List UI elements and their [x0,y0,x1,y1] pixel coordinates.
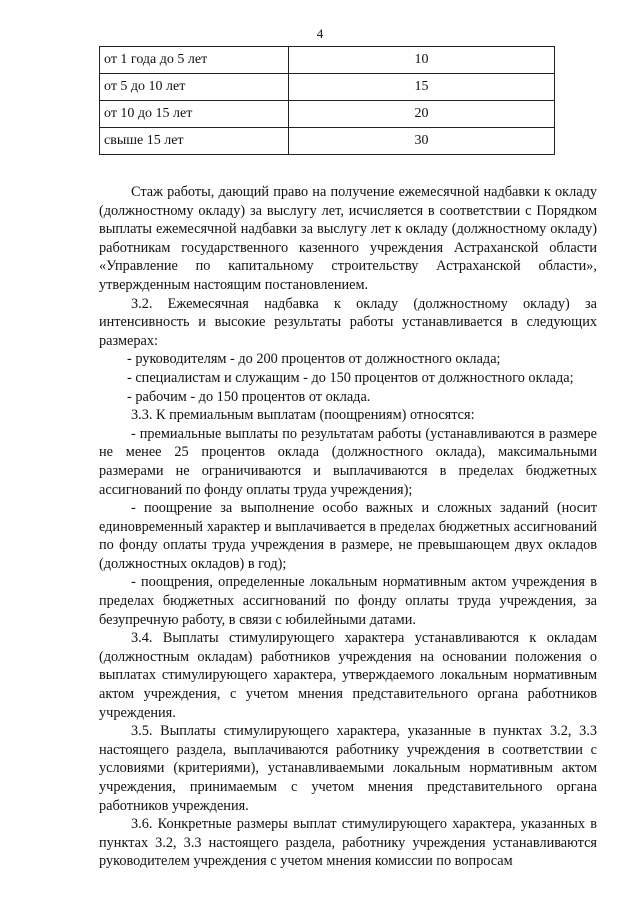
document-body [99,183,597,871]
rate-cell: 15 [289,74,555,101]
paragraph-3-3: 3.3. К премиальным выплатам (поощрениям) относятся: [131,407,475,424]
list-item: - поощрения, определенные локальным нормативным актом учреждения в пределах бюджетных ассигнований по фонду оплаты труда учреждения, за безупречную работу, в связи с юбилейными датами. [99,574,597,628]
list-item: - рабочим - до 150 процентов от оклада. [127,388,371,405]
list-item: - руководителям - до 200 процентов от должностного оклада; [127,351,501,368]
period-cell: от 5 до 10 лет [100,74,289,101]
table-row [100,74,555,101]
paragraph-3-4: 3.4. Выплаты стимулирующего характера устанавливаются к окладам (должностным окладам) работников учреждения на основании положения о выплатах стимулирующего характера, утверждаемого локальным нормативным актом учреждения, с учетом мнения представительного органа работников учреждения. [99,630,597,721]
paragraph-3-2: 3.2. Ежемесячная надбавка к окладу (должностному окладу) за интенсивность и высокие результаты работы устанавливается в следующих размерах: [99,295,597,349]
paragraph-3-5: 3.5. Выплаты стимулирующего характера, указанные в пунктах 3.2, 3.3 настоящего раздела, выплачиваются работнику учреждения в соответствии с условиями (критериями), устанавливаемыми локальным нормативным актом учреждения, принимаемым с учетом мнения представительного органа работников учреждения. [99,723,597,814]
list-item: - премиальные выплаты по результатам работы (устанавливаются в размере не менее 25 процентов оклада (должностного оклада), максимальными размерами не ограничиваются и выплачиваются в пределах бюджетных ассигнований по фонду оплаты труда учреждения); [99,425,597,498]
seniority-allowance-table [99,46,555,155]
table-row [100,47,555,74]
paragraph-seniority-calculation: Стаж работы, дающий право на получение ежемесячной надбавки к окладу (должностному окладу) за выслугу лет, исчисляется в соответствии с Порядком выплаты ежемесячной надбавки за выслугу лет к окладу (должностному окладу) работникам государственного казенного учреждения Астраханской области «Управление по капитальному строительству Астраханской области», утвержденным настоящим постановлением. [99,184,597,293]
period-cell: свыше 15 лет [100,128,289,155]
table-row [100,128,555,155]
list-item: - специалистам и служащим - до 150 процентов от должностного оклада; [127,369,574,386]
rate-cell: 30 [289,128,555,155]
table-row [100,101,555,128]
list-item: - поощрение за выполнение особо важных и сложных заданий (носит единовременный характер и выплачивается в пределах бюджетных ассигнований по фонду оплаты труда учреждения в размере, не превышающем двух окладов (должностных окладов) в год); [99,500,597,572]
period-cell: от 1 года до 5 лет [100,47,289,74]
period-cell: от 10 до 15 лет [100,101,289,128]
rate-cell: 20 [289,101,555,128]
paragraph-3-6: 3.6. Конкретные размеры выплат стимулирующего характера, указанных в пунктах 3.2, 3.3 настоящего раздела, работнику учреждения устанавливаются руководителем учреждения с учетом мнения комиссии по вопросам [99,816,597,870]
rate-cell: 10 [289,47,555,74]
page-number: 4 [316,26,324,41]
